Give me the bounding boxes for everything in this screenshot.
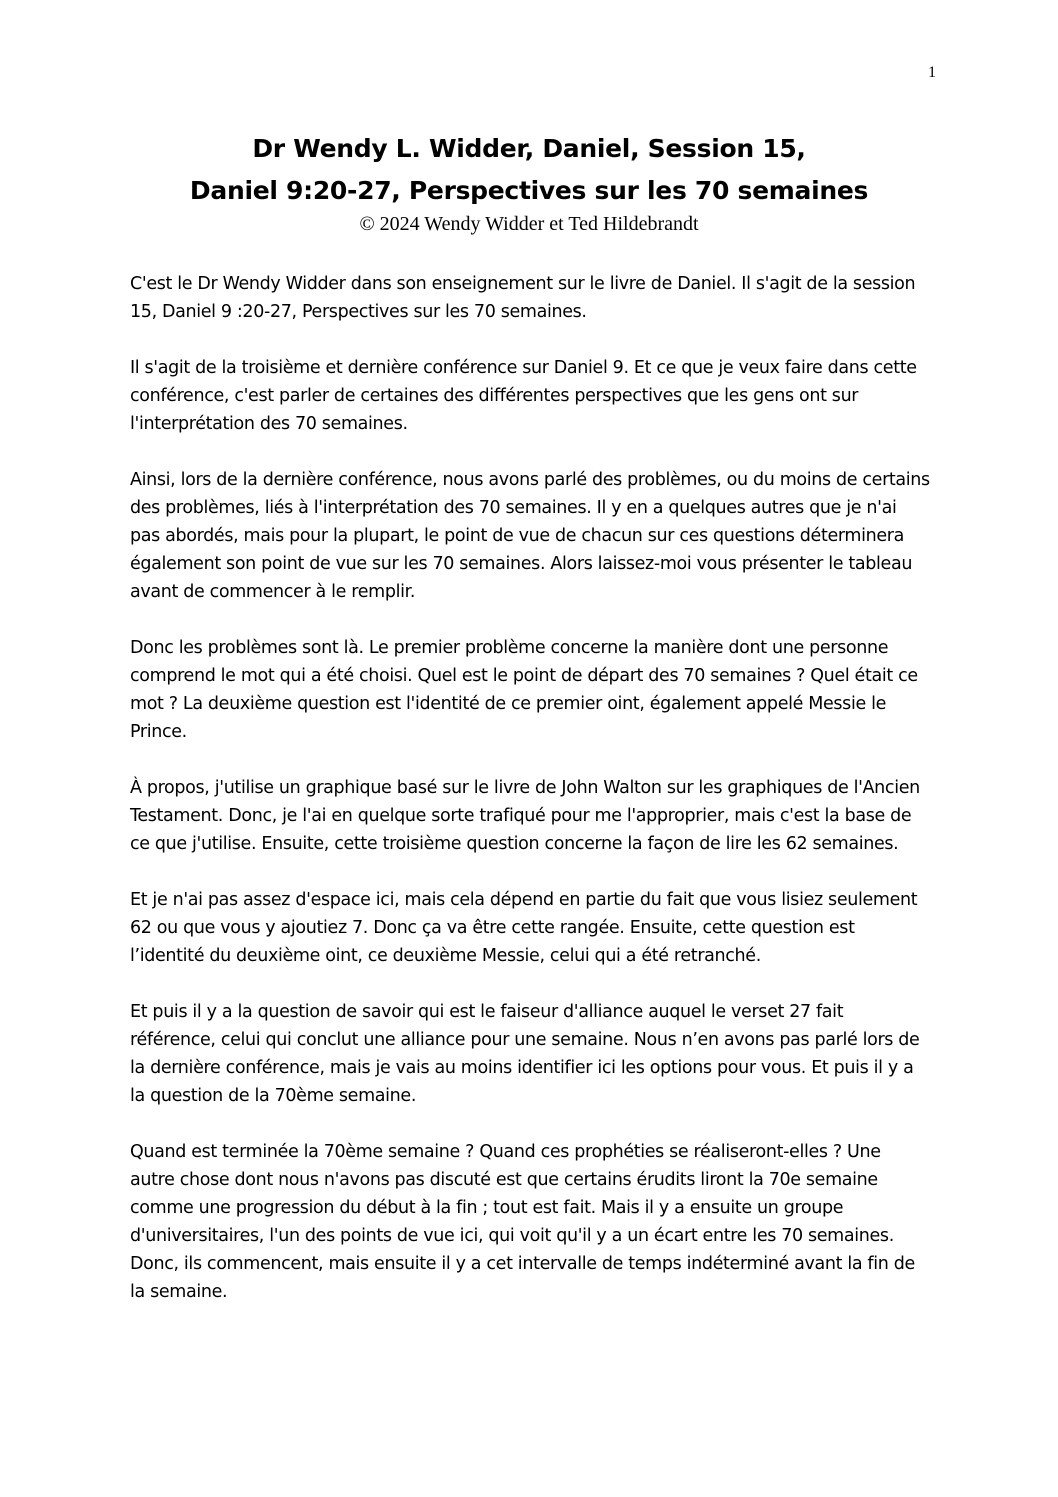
paragraph-4: Donc les problèmes sont là. Le premier problème concerne la manière dont une personne comprend le mot qui a été choisi. Quel est le point de départ des 70 semaines ? Quel était ce mot ? La deuxième question est l'identité de ce premier oint, également appelé Messie le Prince.: [130, 638, 918, 742]
body-text: [130, 270, 930, 1334]
paragraph-2: Il s'agit de la troisième et dernière conférence sur Daniel 9. Et ce que je veux faire dans cette conférence, c'est parler de certaines des différentes perspectives que les gens ont sur l'interprétation des 70 semaines.: [130, 358, 917, 434]
title-line-1: Dr Wendy L. Widder, Daniel, Session 15,: [252, 134, 806, 163]
paragraph-3: Ainsi, lors de la dernière conférence, nous avons parlé des problèmes, ou du moins de certains des problèmes, liés à l'interprétation des 70 semaines. Il y en a quelques autres que je n'ai pas abordés, mais pour la plupart, le point de vue de chacun sur ces questions déterminera également son point de vue sur les 70 semaines. Alors laissez-moi vous présenter le tableau avant de commencer à le remplir.: [130, 470, 930, 602]
paragraph-1: C'est le Dr Wendy Widder dans son enseignement sur le livre de Daniel. Il s'agit de la session 15, Daniel 9 :20-27, Perspectives sur les 70 semaines.: [130, 274, 916, 322]
paragraph-6: Et je n'ai pas assez d'espace ici, mais cela dépend en partie du fait que vous lisiez seulement 62 ou que vous y ajoutiez 7. Donc ça va être cette rangée. Ensuite, cette question est l’identité du deuxième oint, ce deuxième Messie, celui qui a été retranché.: [130, 890, 918, 966]
paragraph-7: Et puis il y a la question de savoir qui est le faiseur d'alliance auquel le verset 27 fait référence, celui qui conclut une alliance pour une semaine. Nous n’en avons pas parlé lors de la dernière conférence, mais je vais au moins identifier ici les options pour vous. Et puis il y a la question de la 70ème semaine.: [130, 1002, 920, 1106]
paragraph-8: Quand est terminée la 70ème semaine ? Quand ces prophéties se réaliseront-elles ? Une autre chose dont nous n'avons pas discuté est que certains érudits liront la 70e semaine comme une progression du début à la fin ; tout est fait. Mais il y a ensuite un groupe d'universitaires, l'un des points de vue ici, qui voit qu'il y a un écart entre les 70 semaines. Donc, ils commencent, mais ensuite il y a cet intervalle de temps indéterminé avant la fin de la semaine.: [130, 1142, 915, 1302]
copyright-line: © 2024 Wendy Widder et Ted Hildebrandt: [359, 213, 699, 235]
page-number: 1: [928, 64, 936, 81]
title-line-2: Daniel 9:20-27, Perspectives sur les 70 semaines: [189, 176, 869, 205]
paragraph-5: À propos, j'utilise un graphique basé sur le livre de John Walton sur les graphiques de l'Ancien Testament. Donc, je l'ai en quelque sorte trafiqué pour me l'approprier, mais c'est la base de ce que j'utilise. Ensuite, cette troisième question concerne la façon de lire les 62 semaines.: [130, 778, 920, 854]
title-block: [0, 128, 1058, 236]
